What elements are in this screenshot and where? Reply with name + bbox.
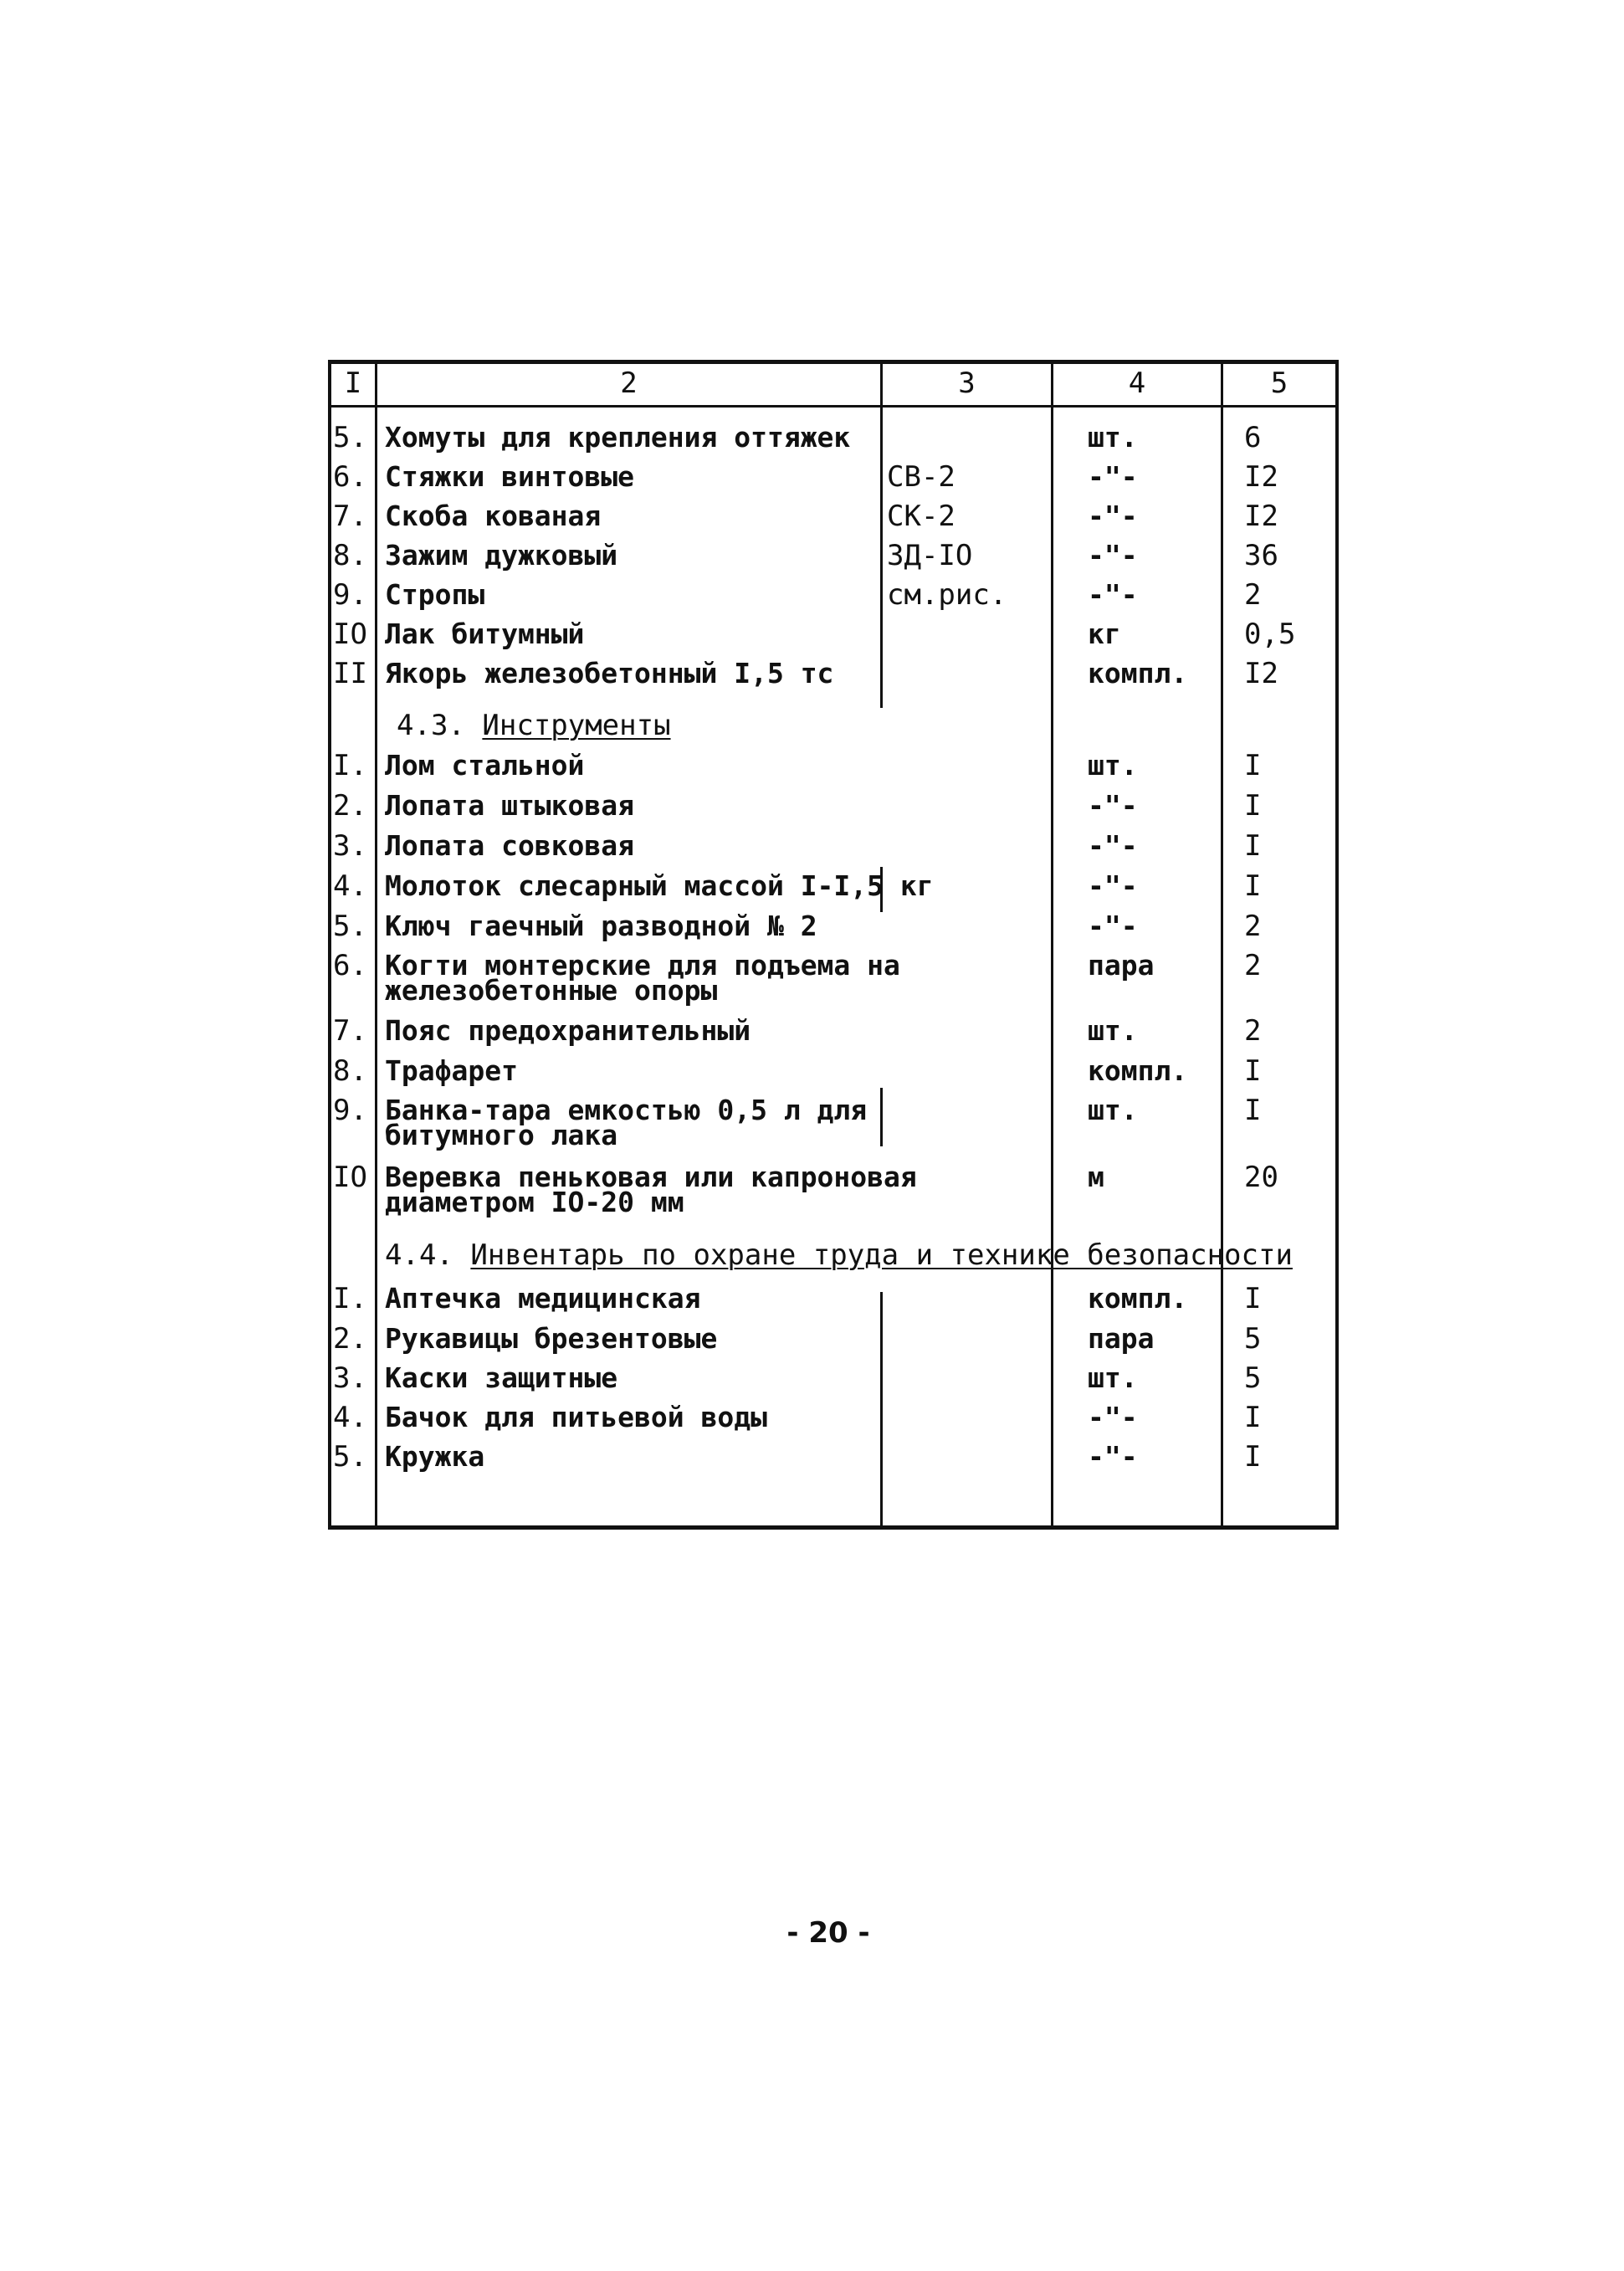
row-number: 6. — [333, 949, 367, 982]
item-name: Каски защитные — [385, 1361, 618, 1394]
item-name: Трафарет — [385, 1054, 518, 1087]
item-unit: шт. — [1088, 1094, 1138, 1126]
row-number: 8. — [333, 539, 367, 572]
item-unit: -"- — [1088, 460, 1138, 493]
item-quantity: I — [1244, 869, 1262, 903]
column-header: 2 — [620, 367, 638, 400]
row-number: 4. — [333, 1401, 367, 1434]
item-mark: ЗД-IO — [887, 539, 973, 572]
item-unit: компл. — [1088, 1054, 1188, 1087]
item-name: Лопата штыковая — [385, 789, 635, 822]
item-unit: -"- — [1088, 869, 1138, 902]
item-name: Молоток слесарный массой I-I,5 кг — [385, 869, 934, 902]
item-name: Лом стальной — [385, 749, 585, 782]
column-divider — [880, 407, 883, 708]
column-header: 4 — [1128, 367, 1146, 400]
item-name: Ключ гаечный разводной № 2 — [385, 910, 817, 942]
item-quantity: I — [1244, 1054, 1262, 1088]
column-divider — [880, 1088, 883, 1146]
item-name: Лопата совковая — [385, 829, 635, 862]
column-header: I — [344, 367, 362, 400]
row-number: 4. — [333, 869, 367, 903]
item-unit: -"- — [1088, 1440, 1138, 1473]
item-unit: -"- — [1088, 1401, 1138, 1433]
row-number: I. — [333, 1282, 367, 1315]
item-unit: компл. — [1088, 657, 1188, 690]
item-quantity: 20 — [1244, 1161, 1278, 1194]
row-number: II — [333, 657, 367, 690]
item-unit: м — [1088, 1161, 1104, 1193]
item-unit: шт. — [1088, 749, 1138, 782]
item-name-continued: диаметром IO-20 мм — [385, 1186, 684, 1218]
row-number: 7. — [333, 1014, 367, 1048]
section-title: Инвентарь по охране труда и технике безопасности — [470, 1238, 1293, 1272]
item-quantity: 2 — [1244, 910, 1262, 943]
row-number: 7. — [333, 500, 367, 533]
item-name: Хомуты для крепления оттяжек — [385, 421, 851, 454]
item-name: Банка-тара емкостью 0,5 л для — [385, 1094, 868, 1126]
item-name: Скоба кованая — [385, 500, 602, 532]
section-heading — [397, 711, 671, 740]
item-unit: кг — [1088, 618, 1121, 650]
item-name-continued: железобетонные опоры — [385, 974, 718, 1007]
row-number: 5. — [333, 1440, 367, 1474]
row-number: IO — [333, 618, 367, 651]
item-unit: -"- — [1088, 789, 1138, 822]
item-unit: шт. — [1088, 421, 1138, 454]
row-number: 5. — [333, 910, 367, 943]
item-name: Стропы — [385, 578, 485, 611]
item-mark: СВ-2 — [887, 460, 955, 494]
column-divider — [1051, 407, 1053, 1530]
item-quantity: 5 — [1244, 1322, 1262, 1356]
item-unit: -"- — [1088, 578, 1138, 611]
item-name: Якорь железобетонный I,5 тс — [385, 657, 834, 690]
item-quantity: 0,5 — [1244, 618, 1296, 651]
item-unit: компл. — [1088, 1282, 1188, 1315]
item-name: Веревка пеньковая или капроновая — [385, 1161, 917, 1193]
item-quantity: I — [1244, 1282, 1262, 1315]
column-header: 5 — [1270, 367, 1288, 400]
section-heading — [385, 1238, 1293, 1272]
column-divider — [375, 360, 377, 1530]
item-quantity: 2 — [1244, 578, 1262, 612]
section-number: 4.4. — [385, 1238, 453, 1272]
row-number: 3. — [333, 829, 367, 863]
column-header: 3 — [958, 367, 976, 400]
item-name: Аптечка медицинская — [385, 1282, 701, 1315]
item-quantity: 2 — [1244, 1014, 1262, 1048]
item-unit: пара — [1088, 949, 1155, 982]
item-quantity: 5 — [1244, 1361, 1262, 1395]
item-quantity: I2 — [1244, 657, 1278, 690]
row-number: 8. — [333, 1054, 367, 1088]
row-number: 2. — [333, 1322, 367, 1356]
item-quantity: I — [1244, 749, 1262, 782]
item-unit: пара — [1088, 1322, 1155, 1355]
row-number: 6. — [333, 460, 367, 494]
item-quantity: I — [1244, 1094, 1262, 1127]
item-unit: -"- — [1088, 910, 1138, 942]
item-quantity: I — [1244, 1440, 1262, 1474]
row-number: I. — [333, 749, 367, 782]
row-number: 5. — [333, 421, 367, 454]
item-name: Пояс предохранительный — [385, 1014, 751, 1047]
item-name: Лак битумный — [385, 618, 585, 650]
item-quantity: 36 — [1244, 539, 1278, 572]
item-mark: СК-2 — [887, 500, 955, 533]
column-divider — [1221, 407, 1223, 1530]
item-name-continued: битумного лака — [385, 1119, 618, 1151]
item-quantity: 6 — [1244, 421, 1262, 454]
item-mark: см.рис. — [887, 578, 1007, 612]
row-number: 9. — [333, 1094, 367, 1127]
column-divider — [880, 1292, 883, 1530]
item-name: Кружка — [385, 1440, 485, 1473]
item-name: Стяжки винтовые — [385, 460, 635, 493]
row-number: 3. — [333, 1361, 367, 1395]
item-unit: -"- — [1088, 539, 1138, 572]
row-number: 9. — [333, 578, 367, 612]
header-rule — [328, 405, 1339, 408]
item-name: Зажим дужковый — [385, 539, 618, 572]
section-number: 4.3. — [397, 709, 465, 742]
section-title: Инструменты — [482, 709, 671, 742]
item-quantity: I2 — [1244, 500, 1278, 533]
item-name: Когти монтерские для подъема на — [385, 949, 900, 982]
item-name: Бачок для питьевой воды — [385, 1401, 767, 1433]
item-unit: -"- — [1088, 829, 1138, 862]
item-unit: шт. — [1088, 1361, 1138, 1394]
item-unit: -"- — [1088, 500, 1138, 532]
row-number: IO — [333, 1161, 367, 1194]
row-number: 2. — [333, 789, 367, 823]
item-name: Рукавицы брезентовые — [385, 1322, 718, 1355]
item-quantity: I — [1244, 829, 1262, 863]
item-quantity: 2 — [1244, 949, 1262, 982]
page-number: - 20 - — [786, 1916, 870, 1950]
item-unit: шт. — [1088, 1014, 1138, 1047]
item-quantity: I — [1244, 1401, 1262, 1434]
item-quantity: I — [1244, 789, 1262, 823]
item-quantity: I2 — [1244, 460, 1278, 494]
